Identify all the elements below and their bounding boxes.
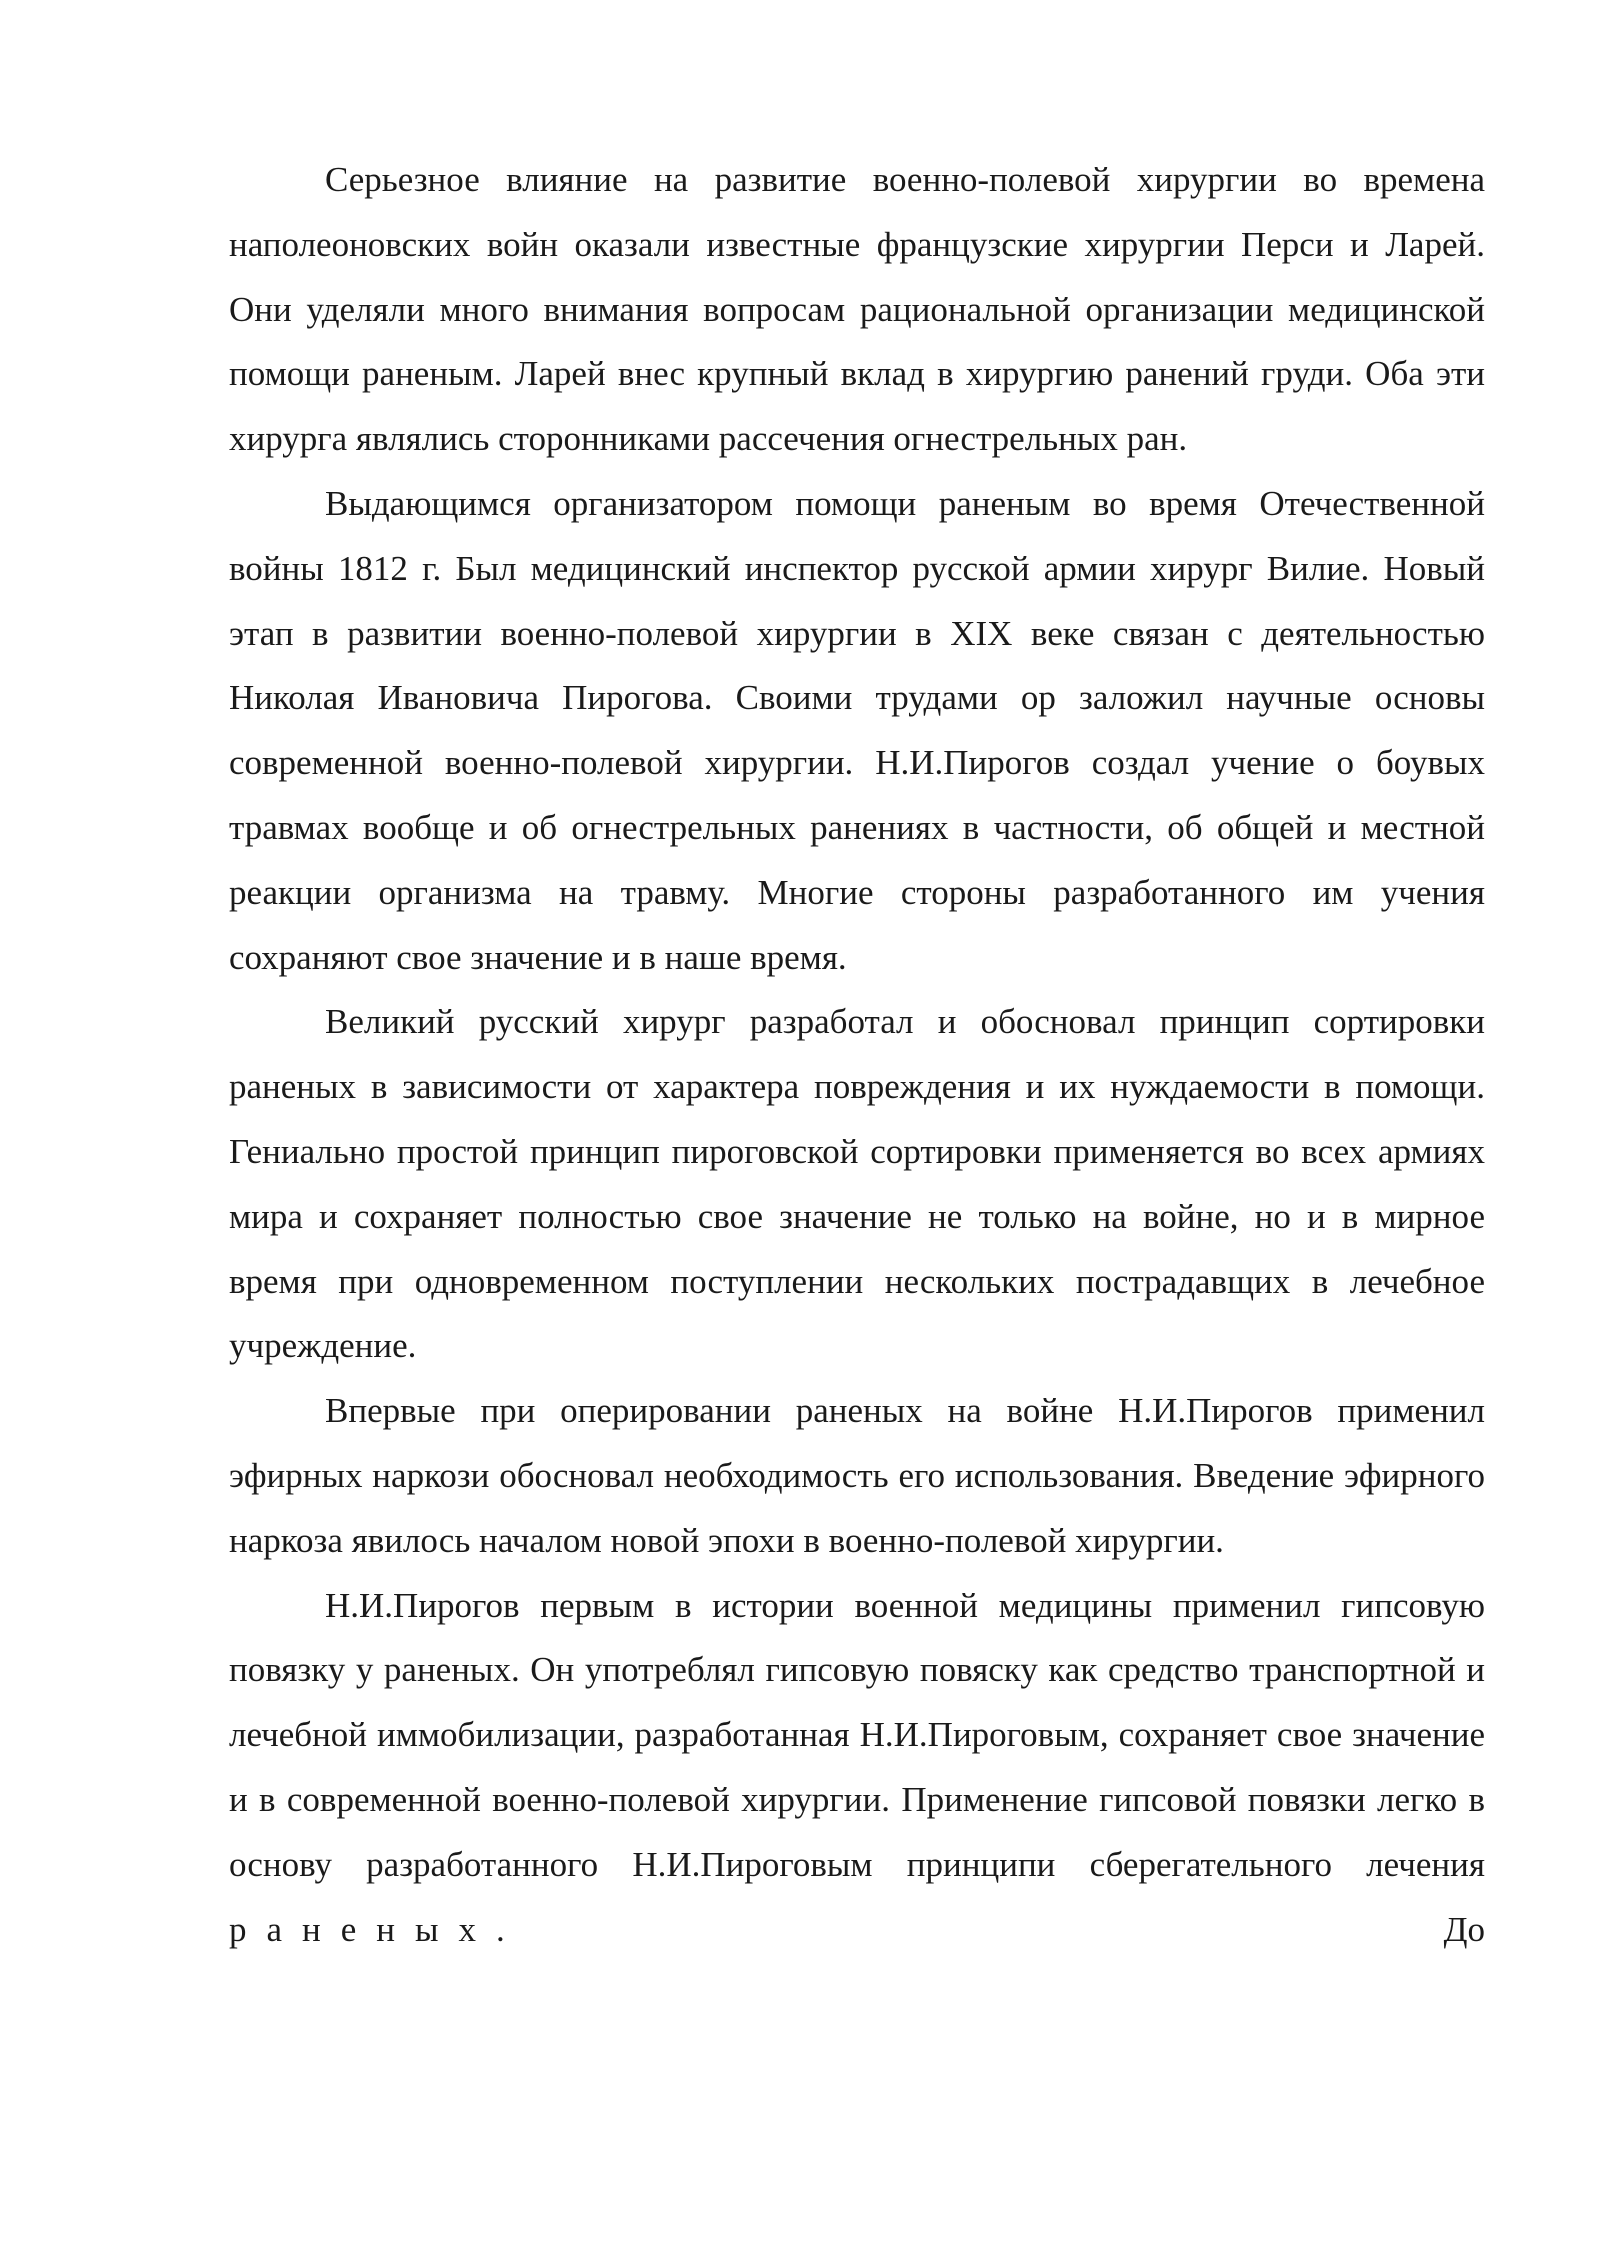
paragraph-5 <box>229 1574 1485 1963</box>
paragraph-2: Выдающимся организатором помощи раненым во время Отечественной войны 1812 г. Был медицинский инспектор русской армии хирург Вилие. Новый этап в развитии военно-полевой хирургии в XIX веке связан с деятельностью Николая Ивановича Пирогова. Своими трудами ор заложил научные основы современной военно-полевой хирургии. Н.И.Пирогов создал учение о боувых травмах вообще и об огнестрельных ранениях в частности, об общей и местной реакции организма на травму. Многие стороны разработанного им учения сохраняют свое значение и в наше время. <box>229 483 1485 977</box>
paragraph-5-text: Н.И.Пирогов первым в истории военной медицины применил гипсовую повязку у раненых. Он употреблял гипсовую повяску как средство транспортной и лечебной иммобилизации, разработанная Н.И.Пироговым, сохраняет свое значение и в современной военно-полевой хирургии. Применение гипсовой повязки легко в основу разработанного Н.И.Пироговым принципи сберегательного лечения <box>229 1585 1485 1884</box>
paragraph-1: Серьезное влияние на развитие военно-полевой хирургии во времена наполеоновских войн оказали известные французские хирургии Перси и Ларей. Они уделяли много внимания вопросам рациональной организации медицинской помощи раненым. Ларей внес крупный вклад в хирургию ранений груди. Оба эти хирурга являлись сторонниками рассечения огнестрельных ран. <box>229 160 1485 459</box>
paragraph-5-ending: . До <box>496 1909 1485 1949</box>
spaced-word: раненых <box>229 1909 497 1949</box>
paragraph-3: Великий русский хирург разработал и обосновал принцип сортировки раненых в зависимости от характера повреждения и их нуждаемости в помощи. Гениально простой принцип пироговской сортировки применяется во всех армиях мира и сохраняет полностью свое значение не только на войне, но и в мирное время при одновременном поступлении нескольких пострадавщих в лечебное учреждение. <box>229 1002 1485 1366</box>
paragraph-4: Впервые при оперировании раненых на войне Н.И.Пирогов применил эфирных наркози обосновал необходимость его использования. Введение эфирного наркоза явилось началом новой эпохи в военно-полевой хирургии. <box>229 1391 1485 1560</box>
document-body <box>229 148 1485 1962</box>
